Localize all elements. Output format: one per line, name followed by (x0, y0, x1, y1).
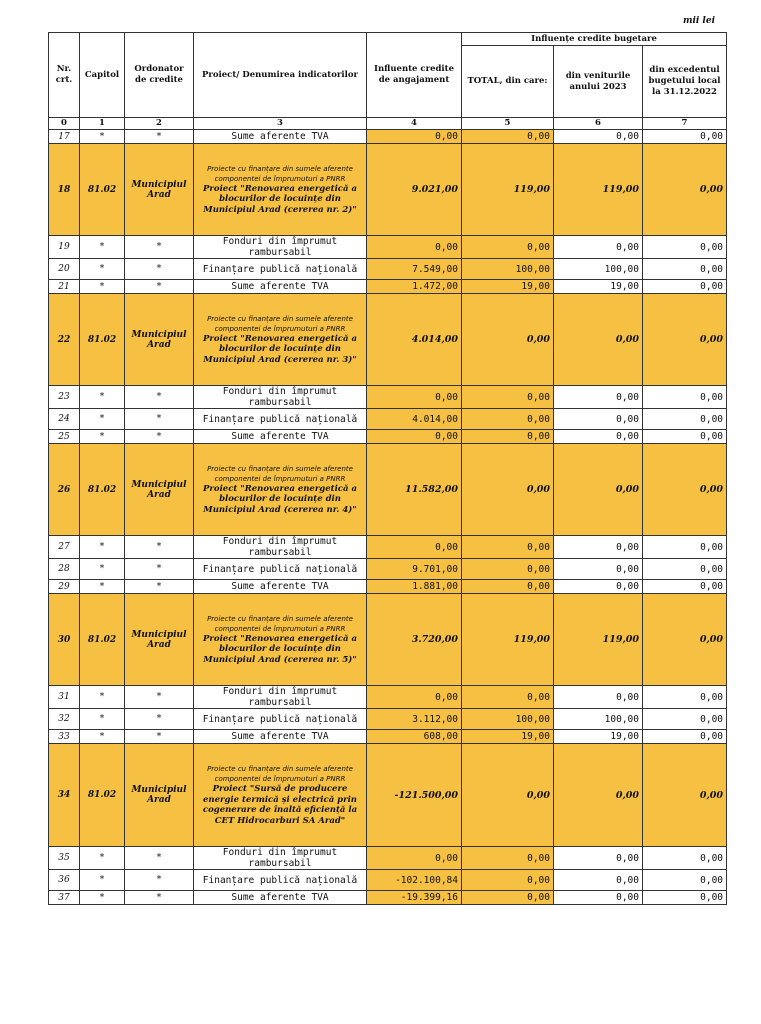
header-ordonator: Ordonator de credite (125, 33, 194, 118)
value-excedent: 0,00 (643, 430, 727, 444)
row-number: 18 (49, 144, 80, 236)
row-number: 36 (49, 870, 80, 891)
row-description (194, 144, 367, 236)
row-ordonator: * (125, 409, 194, 430)
value-venituri: 19,00 (554, 730, 643, 744)
row-description (194, 444, 367, 536)
row-description: Finanțare publică națională (194, 870, 367, 891)
row-ordonator: Municipiul Arad (125, 594, 194, 686)
table-row (49, 259, 727, 280)
index-cell: 4 (367, 118, 462, 130)
table-row (49, 430, 727, 444)
row-ordonator: * (125, 236, 194, 259)
row-capitol: 81.02 (80, 594, 125, 686)
row-number: 20 (49, 259, 80, 280)
header-total: TOTAL, din care: (462, 46, 554, 118)
row-ordonator: Municipiul Arad (125, 144, 194, 236)
table-row (49, 280, 727, 294)
value-total: 0,00 (462, 744, 554, 847)
project-note: Proiecte cu finanțare din sumele aferente componentei de împrumuturi a PNRR (207, 614, 353, 633)
value-venituri: 119,00 (554, 144, 643, 236)
value-excedent: 0,00 (643, 130, 727, 144)
value-excedent: 0,00 (643, 594, 727, 686)
project-title: Proiect "Renovarea energetică a blocurilor de locuințe din Municipiul Arad (cererea nr. 4)" (203, 483, 357, 515)
value-venituri: 0,00 (554, 236, 643, 259)
value-excedent: 0,00 (643, 709, 727, 730)
row-capitol: * (80, 130, 125, 144)
value-venituri: 19,00 (554, 280, 643, 294)
row-number: 26 (49, 444, 80, 536)
row-number: 28 (49, 559, 80, 580)
row-description: Sume aferente TVA (194, 730, 367, 744)
value-venituri: 0,00 (554, 580, 643, 594)
table-row (49, 559, 727, 580)
table-row (49, 744, 727, 847)
index-cell: 2 (125, 118, 194, 130)
value-venituri: 0,00 (554, 409, 643, 430)
row-description: Sume aferente TVA (194, 891, 367, 905)
index-cell: 5 (462, 118, 554, 130)
value-venituri: 0,00 (554, 559, 643, 580)
value-total: 0,00 (462, 294, 554, 386)
value-venituri: 0,00 (554, 847, 643, 870)
row-description (194, 744, 367, 847)
row-capitol: * (80, 580, 125, 594)
row-number: 17 (49, 130, 80, 144)
value-venituri: 0,00 (554, 130, 643, 144)
project-note: Proiecte cu finanțare din sumele aferente componentei de împrumuturi a PNRR (207, 464, 353, 483)
row-description: Fonduri din împrumut rambursabil (194, 236, 367, 259)
row-description: Sume aferente TVA (194, 580, 367, 594)
row-number: 37 (49, 891, 80, 905)
value-total: 0,00 (462, 686, 554, 709)
project-note: Proiecte cu finanțare din sumele aferente componentei de împrumuturi a PNRR (207, 164, 353, 183)
row-capitol: * (80, 386, 125, 409)
row-ordonator: * (125, 430, 194, 444)
project-title: Proiect "Renovarea energetică a blocurilor de locuințe din Municipiul Arad (cererea nr. 3)" (203, 333, 357, 365)
table-row (49, 294, 727, 386)
value-total: 0,00 (462, 580, 554, 594)
value-total: 0,00 (462, 409, 554, 430)
index-cell: 3 (194, 118, 367, 130)
row-description: Sume aferente TVA (194, 430, 367, 444)
header-proiect: Proiect/ Denumirea indicatorilor (194, 33, 367, 118)
table-row (49, 891, 727, 905)
value-total: 0,00 (462, 386, 554, 409)
project-note: Proiecte cu finanțare din sumele aferente componentei de împrumuturi a PNRR (207, 314, 353, 333)
row-capitol: * (80, 280, 125, 294)
row-ordonator: * (125, 536, 194, 559)
value-excedent: 0,00 (643, 536, 727, 559)
project-title: Proiect "Renovarea energetică a blocurilor de locuințe din Municipiul Arad (cererea nr. 2)" (203, 183, 357, 215)
row-ordonator: * (125, 559, 194, 580)
row-description (194, 294, 367, 386)
value-angajament: 7.549,00 (367, 259, 462, 280)
value-excedent: 0,00 (643, 294, 727, 386)
row-number: 19 (49, 236, 80, 259)
row-ordonator: * (125, 686, 194, 709)
value-angajament: 0,00 (367, 536, 462, 559)
value-total: 0,00 (462, 236, 554, 259)
value-venituri: 0,00 (554, 430, 643, 444)
row-number: 27 (49, 536, 80, 559)
value-total: 0,00 (462, 430, 554, 444)
value-total: 0,00 (462, 847, 554, 870)
value-excedent: 0,00 (643, 891, 727, 905)
value-total: 0,00 (462, 444, 554, 536)
row-capitol: * (80, 236, 125, 259)
table-row (49, 536, 727, 559)
budget-table (48, 32, 727, 905)
row-ordonator: Municipiul Arad (125, 444, 194, 536)
row-number: 29 (49, 580, 80, 594)
value-venituri: 100,00 (554, 709, 643, 730)
row-description: Sume aferente TVA (194, 280, 367, 294)
value-venituri: 100,00 (554, 259, 643, 280)
row-ordonator: Municipiul Arad (125, 744, 194, 847)
row-number: 35 (49, 847, 80, 870)
table-row (49, 580, 727, 594)
value-angajament: 0,00 (367, 236, 462, 259)
value-excedent: 0,00 (643, 559, 727, 580)
value-angajament: -19.399,16 (367, 891, 462, 905)
value-angajament: 0,00 (367, 430, 462, 444)
value-total: 119,00 (462, 594, 554, 686)
table-body (49, 130, 727, 905)
index-cell: 0 (49, 118, 80, 130)
row-ordonator: * (125, 847, 194, 870)
value-total: 0,00 (462, 870, 554, 891)
header-excedent: din excedentul bugetului local la 31.12.2022 (643, 46, 727, 118)
value-excedent: 0,00 (643, 259, 727, 280)
row-ordonator: * (125, 730, 194, 744)
table-row (49, 409, 727, 430)
row-capitol: * (80, 686, 125, 709)
table-row (49, 130, 727, 144)
row-capitol: * (80, 430, 125, 444)
value-venituri: 119,00 (554, 594, 643, 686)
row-number: 25 (49, 430, 80, 444)
table-row (49, 870, 727, 891)
value-angajament: -102.100,84 (367, 870, 462, 891)
row-description: Fonduri din împrumut rambursabil (194, 686, 367, 709)
row-number: 24 (49, 409, 80, 430)
project-title: Proiect "Renovarea energetică a blocurilor de locuințe din Municipiul Arad (cererea nr. 5)" (203, 633, 357, 665)
row-capitol: * (80, 259, 125, 280)
row-description: Fonduri din împrumut rambursabil (194, 847, 367, 870)
project-note: Proiecte cu finanțare din sumele aferente componentei de împrumuturi a PNRR (207, 765, 353, 783)
value-excedent: 0,00 (643, 444, 727, 536)
table-row (49, 709, 727, 730)
row-number: 33 (49, 730, 80, 744)
value-angajament: 11.582,00 (367, 444, 462, 536)
value-angajament: 0,00 (367, 686, 462, 709)
value-total: 0,00 (462, 559, 554, 580)
index-cell: 1 (80, 118, 125, 130)
value-angajament: 4.014,00 (367, 294, 462, 386)
value-angajament: 1.881,00 (367, 580, 462, 594)
row-description: Finanțare publică națională (194, 409, 367, 430)
row-ordonator: * (125, 259, 194, 280)
value-venituri: 0,00 (554, 294, 643, 386)
table-row (49, 686, 727, 709)
row-number: 23 (49, 386, 80, 409)
row-description: Sume aferente TVA (194, 130, 367, 144)
row-ordonator: * (125, 870, 194, 891)
row-capitol: * (80, 536, 125, 559)
row-description: Finanțare publică națională (194, 259, 367, 280)
value-total: 119,00 (462, 144, 554, 236)
row-ordonator: * (125, 280, 194, 294)
value-excedent: 0,00 (643, 870, 727, 891)
value-excedent: 0,00 (643, 409, 727, 430)
value-excedent: 0,00 (643, 386, 727, 409)
unit-label: mii lei (682, 16, 715, 26)
row-capitol: * (80, 559, 125, 580)
value-venituri: 0,00 (554, 686, 643, 709)
value-angajament: -121.500,00 (367, 744, 462, 847)
value-excedent: 0,00 (643, 686, 727, 709)
row-number: 31 (49, 686, 80, 709)
project-title: Proiect "Sursă de producere energie termică și electrică prin cogenerare de înaltă eficiență la CET Hidrocarburi SA Arad" (202, 784, 358, 826)
header-capitol: Capitol (80, 33, 125, 118)
row-capitol: 81.02 (80, 744, 125, 847)
header-nr: Nr. crt. (49, 33, 80, 118)
table-row (49, 386, 727, 409)
row-description: Finanțare publică națională (194, 709, 367, 730)
value-total: 100,00 (462, 259, 554, 280)
table-row (49, 847, 727, 870)
header-venituri: din veniturile anului 2023 (554, 46, 643, 118)
row-description: Finanțare publică națională (194, 559, 367, 580)
table-row (49, 144, 727, 236)
row-capitol: * (80, 730, 125, 744)
row-capitol: * (80, 870, 125, 891)
value-angajament: 0,00 (367, 847, 462, 870)
value-excedent: 0,00 (643, 144, 727, 236)
index-cell: 6 (554, 118, 643, 130)
value-excedent: 0,00 (643, 580, 727, 594)
value-total: 0,00 (462, 130, 554, 144)
row-capitol: * (80, 409, 125, 430)
row-capitol: 81.02 (80, 294, 125, 386)
value-venituri: 0,00 (554, 891, 643, 905)
row-description (194, 594, 367, 686)
value-venituri: 0,00 (554, 744, 643, 847)
row-capitol: 81.02 (80, 444, 125, 536)
value-total: 0,00 (462, 891, 554, 905)
value-total: 0,00 (462, 536, 554, 559)
row-number: 30 (49, 594, 80, 686)
value-venituri: 0,00 (554, 444, 643, 536)
value-angajament: 9.701,00 (367, 559, 462, 580)
row-capitol: * (80, 891, 125, 905)
row-ordonator: * (125, 709, 194, 730)
value-excedent: 0,00 (643, 280, 727, 294)
row-ordonator: * (125, 891, 194, 905)
row-description: Fonduri din împrumut rambursabil (194, 536, 367, 559)
value-angajament: 608,00 (367, 730, 462, 744)
value-angajament: 0,00 (367, 130, 462, 144)
value-angajament: 3.720,00 (367, 594, 462, 686)
row-ordonator: * (125, 580, 194, 594)
table-row (49, 236, 727, 259)
row-capitol: * (80, 709, 125, 730)
index-cell: 7 (643, 118, 727, 130)
value-excedent: 0,00 (643, 730, 727, 744)
value-angajament: 3.112,00 (367, 709, 462, 730)
header-index-row (49, 118, 727, 130)
table-header (49, 33, 727, 130)
table-row (49, 594, 727, 686)
value-venituri: 0,00 (554, 386, 643, 409)
value-angajament: 1.472,00 (367, 280, 462, 294)
value-total: 19,00 (462, 280, 554, 294)
row-capitol: * (80, 847, 125, 870)
value-venituri: 0,00 (554, 536, 643, 559)
row-number: 34 (49, 744, 80, 847)
value-total: 19,00 (462, 730, 554, 744)
value-excedent: 0,00 (643, 847, 727, 870)
row-number: 21 (49, 280, 80, 294)
header-angajament: Influente credite de angajament (367, 33, 462, 118)
value-angajament: 4.014,00 (367, 409, 462, 430)
header-bugetare: Influențe credite bugetare (462, 33, 727, 46)
table-row (49, 444, 727, 536)
value-excedent: 0,00 (643, 236, 727, 259)
row-number: 32 (49, 709, 80, 730)
row-ordonator: * (125, 130, 194, 144)
value-excedent: 0,00 (643, 744, 727, 847)
row-description: Fonduri din împrumut rambursabil (194, 386, 367, 409)
value-total: 100,00 (462, 709, 554, 730)
row-ordonator: * (125, 386, 194, 409)
value-angajament: 0,00 (367, 386, 462, 409)
value-angajament: 9.021,00 (367, 144, 462, 236)
table-row (49, 730, 727, 744)
value-venituri: 0,00 (554, 870, 643, 891)
row-number: 22 (49, 294, 80, 386)
row-ordonator: Municipiul Arad (125, 294, 194, 386)
row-capitol: 81.02 (80, 144, 125, 236)
